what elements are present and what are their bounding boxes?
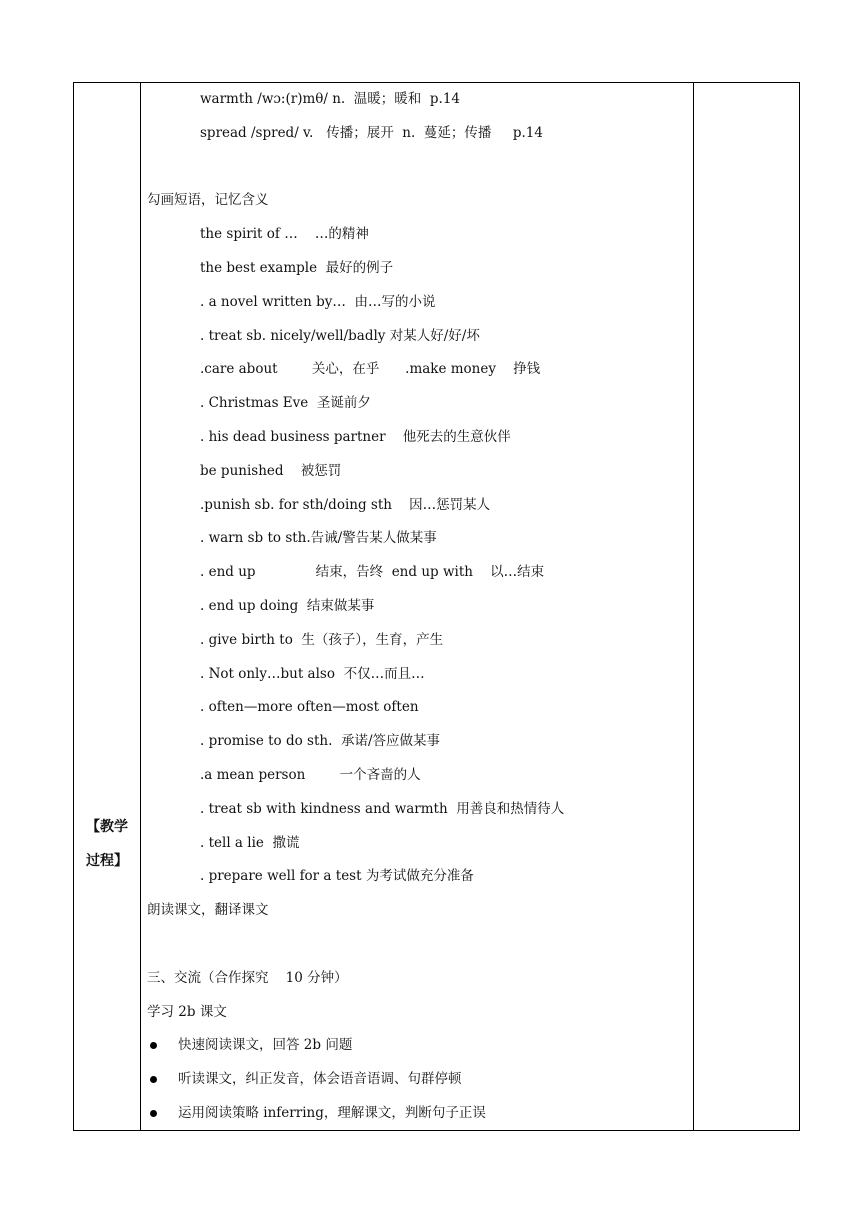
bullet-item: 运用阅读策略 inferring，理解课文，判断句子正误 [178, 1105, 486, 1121]
vocab-line: warmth /wɔ:(r)mθ/ n. 温暖；暖和 p.14 [200, 91, 461, 107]
vocab-line: .care about 关心，在乎 .make money 挣钱 [200, 361, 541, 378]
vocab-line: . a novel written by… 由…写的小说 [200, 293, 436, 310]
vocab-line: . Not only…but also 不仅…而且… [200, 665, 425, 682]
vocab-line: . promise to do sth. 承诺/答应做某事 [200, 733, 441, 750]
vocab-line: .a mean person 一个吝啬的人 [200, 767, 421, 783]
vocab-line: . treat sb. nicely/well/badly 对某人好/好/坏 [200, 327, 480, 344]
section-label [74, 810, 140, 878]
vocab-line: . give birth to 生（孩子），生育，产生 [200, 631, 444, 648]
vocab-line: . end up doing 结束做某事 [200, 598, 375, 614]
column-divider [140, 83, 141, 1130]
vocab-line: .punish sb. for sth/doing sth 因…惩罚某人 [200, 496, 491, 513]
vocab-line: . treat sb with kindness and warmth 用善良和热情待人 [200, 800, 565, 817]
vocab-line: the best example 最好的例子 [200, 260, 394, 276]
section-line: 学习 2b 课文 [147, 1003, 227, 1020]
bullet-item: 听读课文，纠正发音，体会语音语调、句群停顿 [178, 1071, 462, 1088]
vocab-line: . often—more often—most often [200, 699, 419, 716]
vocab-line: . warn sb to sth.告诫/警告某人做某事 [200, 530, 437, 547]
vocab-line: . prepare well for a test 为考试做充分准备 [200, 868, 474, 885]
bullet-icon [150, 1110, 157, 1117]
vocab-line: spread /spred/ v. 传播；展开 n. 蔓延；传播 p.14 [200, 124, 543, 141]
section-label-line: 过程】 [86, 853, 128, 869]
vocab-line: the spirit of … …的精神 [200, 226, 369, 243]
vocab-line: . Christmas Eve 圣诞前夕 [200, 395, 371, 412]
vocab-line: . tell a lie 撒谎 [200, 834, 300, 851]
vocab-line: be punished 被惩罚 [200, 462, 342, 479]
section-line: 勾画短语，记忆含义 [147, 192, 269, 209]
column-divider [693, 83, 694, 1130]
bullet-item: 快速阅读课文，回答 2b 问题 [178, 1037, 353, 1054]
section-label-line: 【教学 [86, 819, 128, 835]
vocab-line: . end up 结束，告终 end up with 以…结束 [200, 564, 545, 581]
section-line: 三、交流（合作探究 10 分钟） [147, 969, 348, 986]
section-line: 朗读课文，翻译课文 [147, 902, 269, 919]
vocab-line: . his dead business partner 他死去的生意伙伴 [200, 429, 511, 445]
